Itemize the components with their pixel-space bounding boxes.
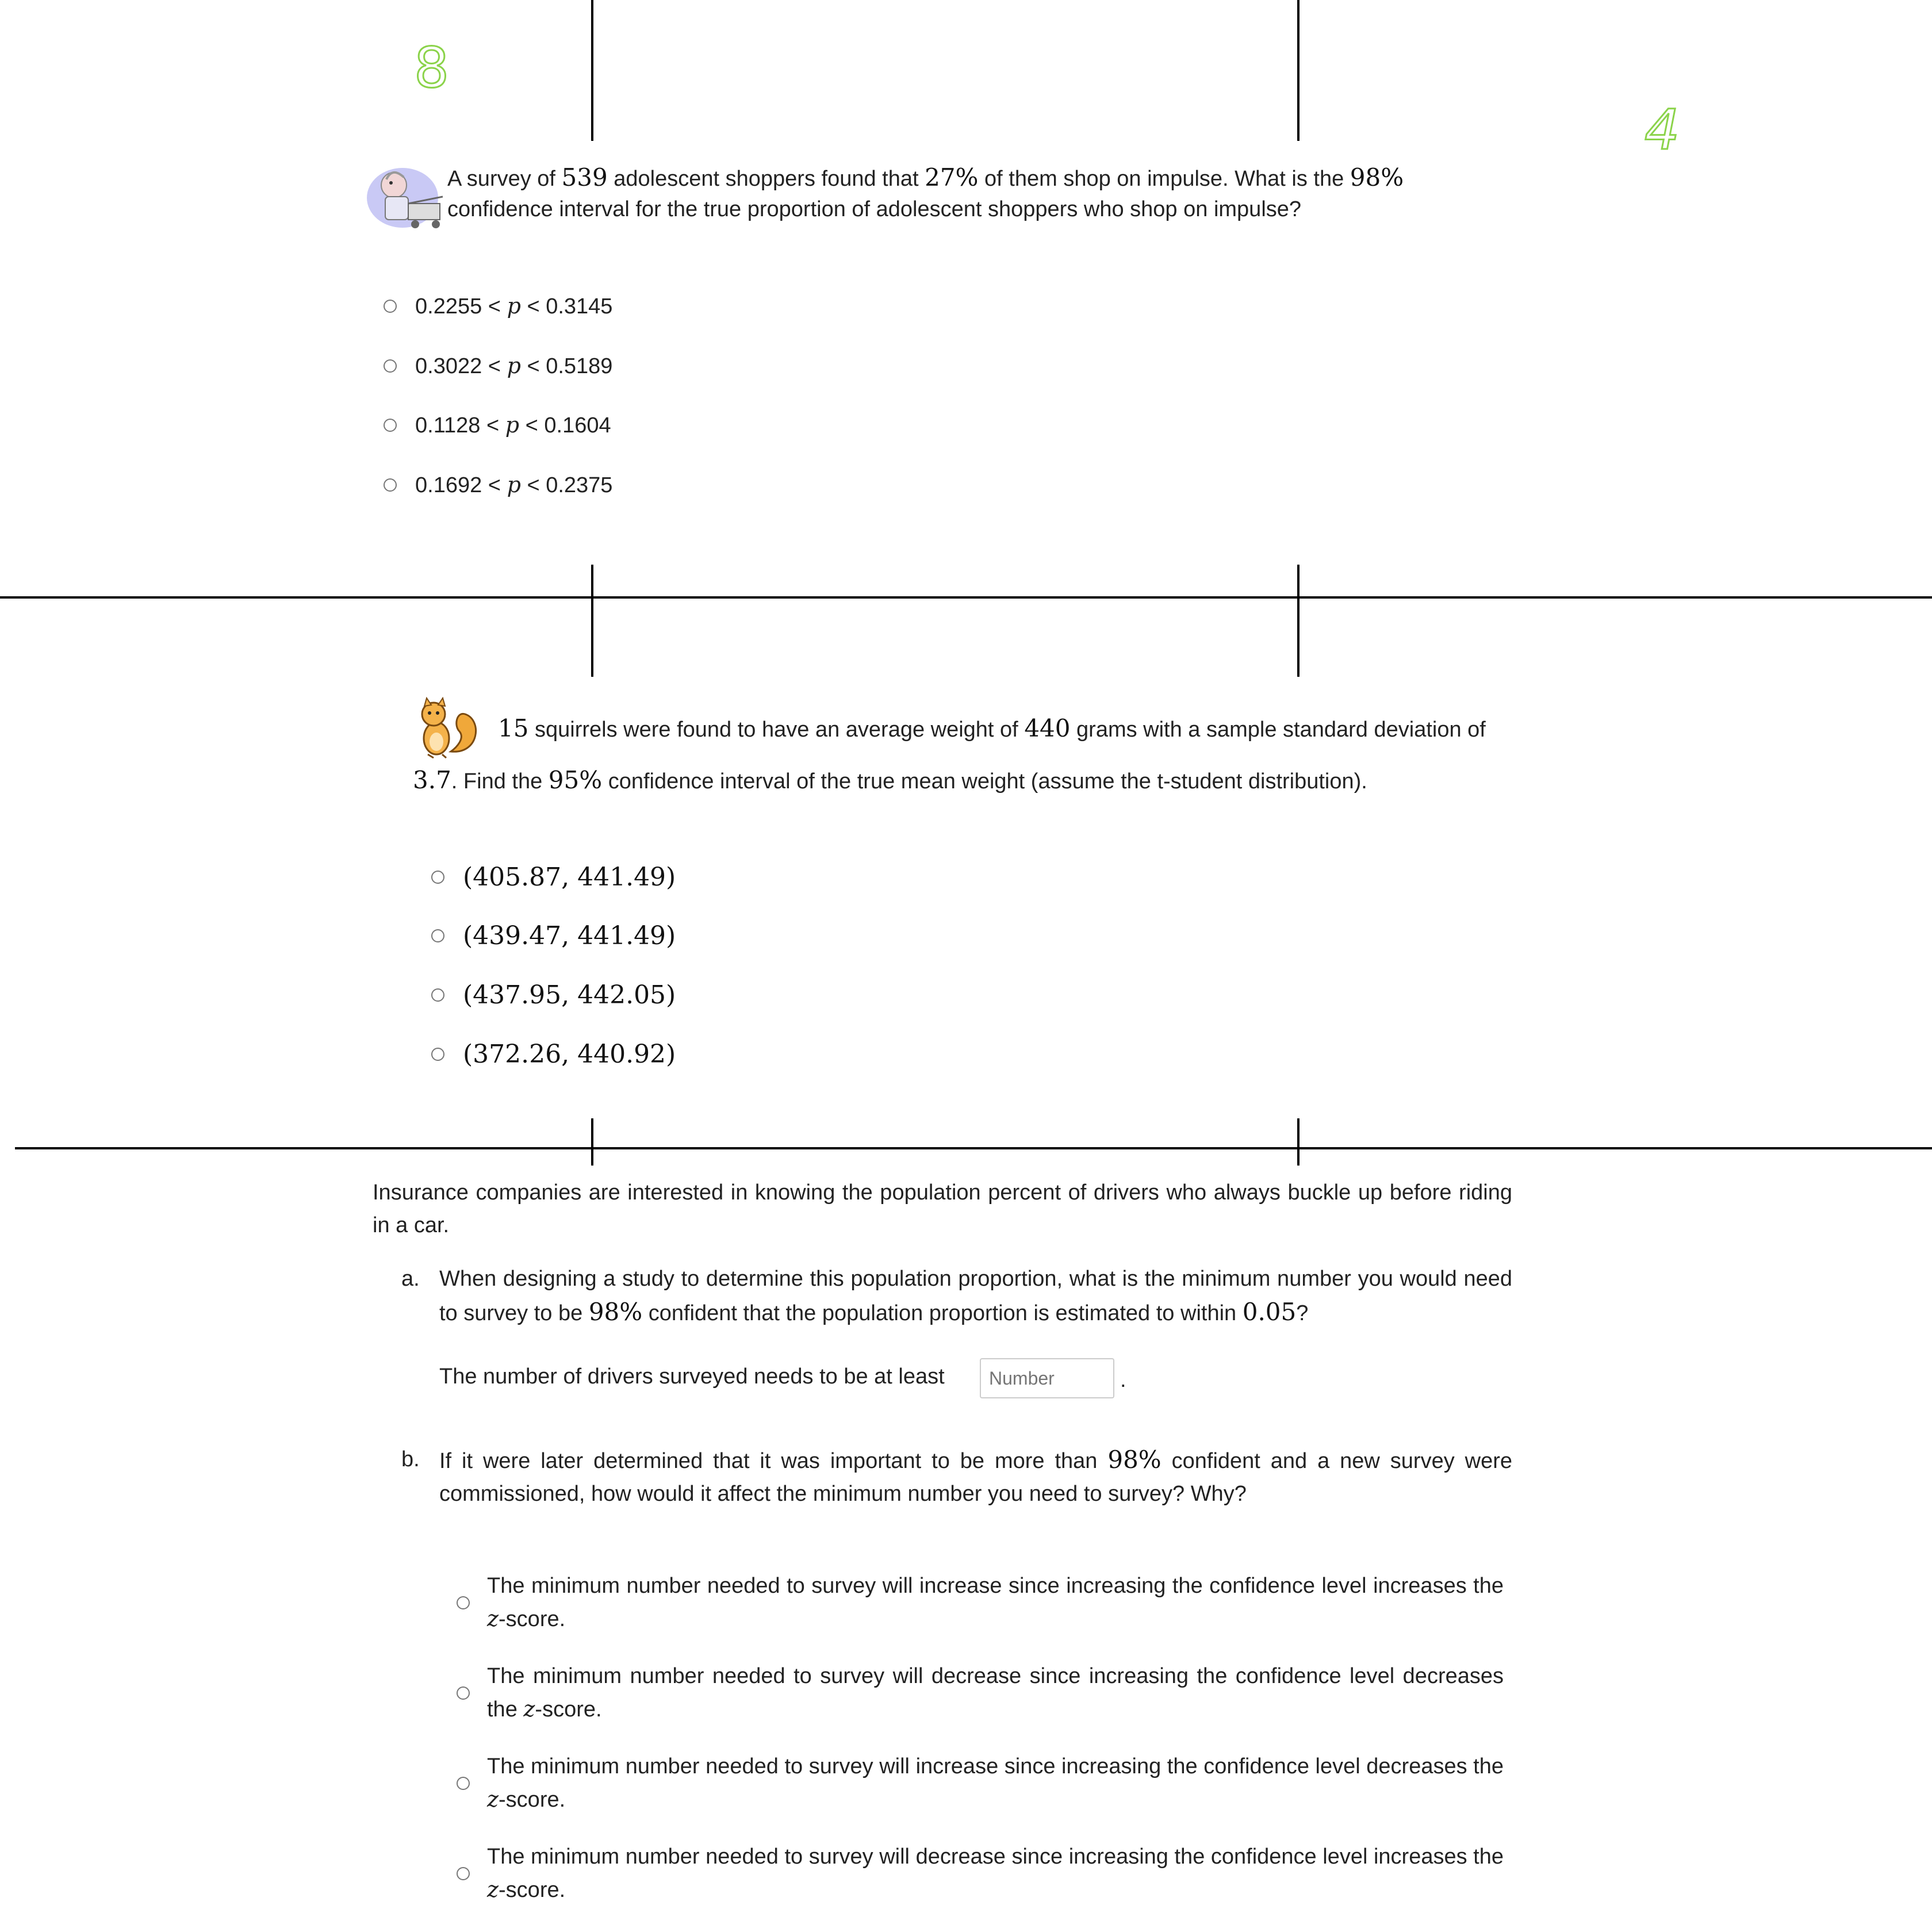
question-1-text: A survey of 539 adolescent shoppers found that 27% of them shop on impulse. What is the 98% [447,163,1404,191]
radio-button[interactable] [457,1777,470,1790]
q3-option-2[interactable] [457,1660,1504,1726]
part-b-marker: b. [401,1447,420,1471]
radio-button[interactable] [384,419,397,432]
option-label: The minimum number needed to survey will decrease since increasing the confidence level increases the z-score. [487,1845,1504,1902]
answer-suffix: . [1120,1368,1126,1392]
radio-button[interactable] [431,988,444,1002]
radio-button[interactable] [384,359,397,373]
question-1-text-line2: confidence interval for the true proportion of adolescent shoppers who shop on impulse? [447,197,1302,221]
radio-button[interactable] [457,1596,470,1609]
divider-horizontal [15,1147,1932,1149]
q2-option-4[interactable] [431,1040,676,1069]
divider-horizontal [0,596,1932,599]
option-label: (405.87, 441.49) [463,862,676,892]
radio-button[interactable] [457,1686,470,1700]
option-label: (439.47, 441.49) [463,921,676,950]
radio-button[interactable] [431,1048,444,1061]
option-label: 0.3022 < p < 0.5189 [415,353,613,378]
divider-vertical [1297,0,1300,141]
option-label: 0.1692 < p < 0.2375 [415,472,613,497]
part-b-text: If it were later determined that it was important to be more than 98% confident and a new survey were commissioned, how would it affect the minimum number you need to survey? Why? [439,1446,1512,1506]
question-2-text-line2: 3.7. Find the 95% confidence interval of the true mean weight (assume the t-student distribution). [413,766,1367,794]
question-3-intro: Insurance companies are interested in knowing the population percent of drivers who always buckle up before riding in a car. [373,1180,1512,1237]
q3-option-1[interactable] [457,1570,1504,1636]
q1-option-3[interactable] [384,412,611,438]
option-label: 0.2255 < p < 0.3145 [415,293,613,319]
part-a-marker: a. [401,1267,420,1291]
option-label: The minimum number needed to survey will increase since increasing the confidence level increases the z-score. [487,1574,1504,1631]
part-a-text: When designing a study to determine this population proportion, what is the minimum number you would need to survey to be 98% confident that the population proportion is estimated to within 0.05? [439,1267,1512,1326]
option-label: 0.1128 < p < 0.1604 [415,412,611,438]
squirrel-illustration [411,697,483,760]
option-label: The minimum number needed to survey will decrease since increasing the confidence level decreases the z-score. [487,1664,1504,1722]
radio-button[interactable] [431,929,444,942]
q2-option-1[interactable] [431,862,676,892]
option-label: The minimum number needed to survey will increase since increasing the confidence level decreases the z-score. [487,1754,1504,1812]
question-2-text: 15 squirrels were found to have an average weight of 440 grams with a sample standard deviation of [498,714,1486,742]
q3-option-3[interactable] [457,1750,1504,1816]
q2-option-3[interactable] [431,980,676,1010]
divider-vertical [591,0,593,141]
minimum-sample-size-input[interactable] [980,1358,1114,1398]
decorative-number-8: 8 [414,36,450,100]
q1-option-4[interactable] [384,472,612,498]
q1-option-1[interactable] [384,293,612,319]
q1-option-2[interactable] [384,353,612,379]
radio-button[interactable] [431,871,444,884]
q3-option-4[interactable] [457,1841,1504,1907]
shopper-illustration [362,156,448,234]
divider-vertical [591,565,593,677]
radio-button[interactable] [384,478,397,492]
radio-button[interactable] [457,1867,470,1880]
decorative-number-4: 4 [1644,98,1680,162]
divider-vertical [1297,565,1300,677]
q2-option-2[interactable] [431,921,676,950]
divider-vertical [1297,1118,1300,1166]
divider-vertical [591,1118,593,1166]
answer-prompt: The number of drivers surveyed needs to be at least [439,1364,945,1389]
option-label: (437.95, 442.05) [463,980,676,1010]
option-label: (372.26, 440.92) [463,1040,676,1069]
radio-button[interactable] [384,300,397,313]
